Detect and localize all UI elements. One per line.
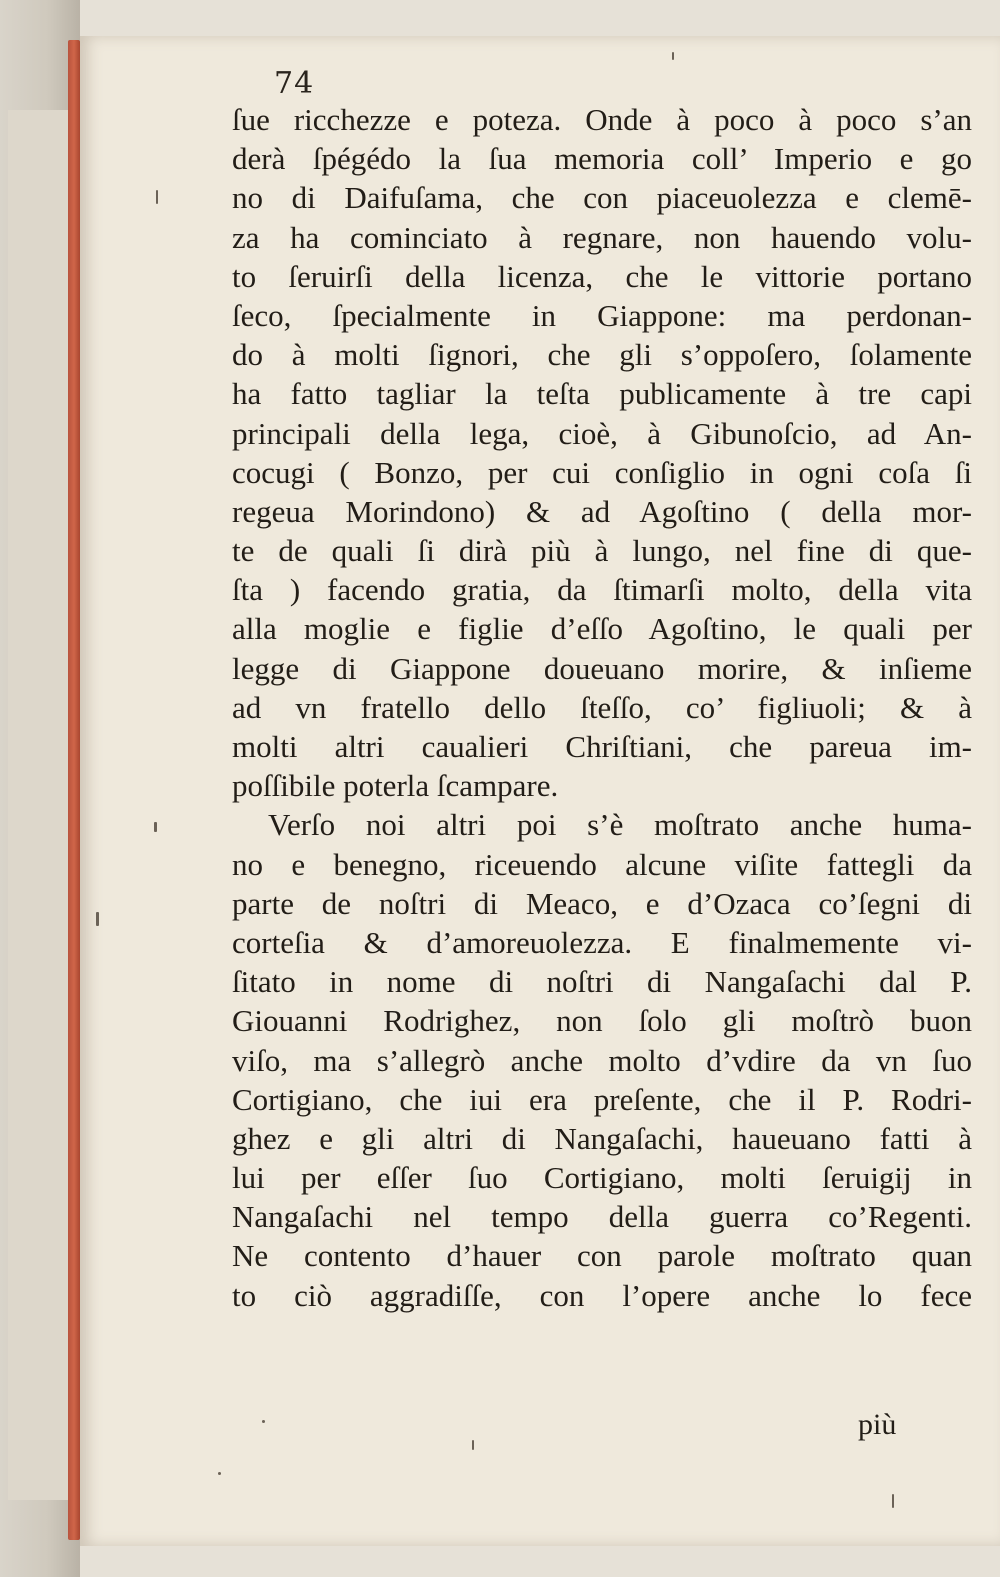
text-line: ad vn fratello dello ſteſſo, co’ figliuoli; & à (232, 689, 972, 725)
paper-speck (218, 1472, 221, 1475)
paper-speck (262, 1420, 265, 1423)
text-line: alla moglie e figlie d’eſſo Agoſtino, le quali per (232, 611, 972, 647)
text-line: ſitato in nome di noſtri di Nangaſachi dal P. (232, 964, 972, 1000)
text-line: ghez e gli altri di Nangaſachi, haueuano fatti à (232, 1120, 972, 1156)
paper-speck (472, 1440, 474, 1450)
text-line: corteſia & d’amoreuolezza. E finalmemente vi- (232, 924, 972, 960)
text-line: ſta ) facendo gratia, da ſtimarſi molto, della vita (232, 572, 972, 608)
paragraph-start-line: Verſo noi altri poi s’è moſtrato anche huma- (268, 807, 972, 843)
text-line: legge di Giappone doueuano morire, & inſieme (232, 650, 972, 686)
text-line: no di Daifuſama, che con piaceuolezza e clemē- (232, 180, 972, 216)
text-line: parte de noſtri di Meaco, e d’Ozaca co’ſegni di (232, 885, 972, 921)
body-text (232, 100, 972, 1315)
text-line: viſo, ma s’allegrò anche molto d’vdire da vn ſuo (232, 1042, 972, 1078)
text-line: principali della lega, cioè, à Gibunoſcio, ad An- (232, 415, 972, 451)
text-line: Giouanni Rodrighez, non ſolo gli moſtrò buon (232, 1003, 972, 1039)
text-line: Cortigiano, che iui era preſente, che il P. Rodri- (232, 1081, 972, 1117)
text-line: to ciò aggradiſſe, con l’opere anche lo fece (232, 1277, 972, 1313)
text-line: regeua Morindono) & ad Agoſtino ( della mor- (232, 493, 972, 529)
paper-speck (892, 1494, 894, 1508)
red-page-edges (68, 40, 80, 1540)
catchword: più (858, 1408, 897, 1441)
text-line: cocugi ( Bonzo, per cui conſiglio in ogni coſa ſi (232, 454, 972, 490)
text-line: molti altri caualieri Chriſtiani, che pareua im- (232, 729, 972, 764)
text-line: derà ſpégédo la ſua memoria coll’ Imperio e go (232, 141, 972, 177)
text-line: lui per eſſer ſuo Cortigiano, molti ſeruigij in (232, 1160, 972, 1196)
text-line: ha fatto tagliar la teſta publicamente à tre capi (232, 376, 972, 412)
text-line: te de quali ſi dirà più à lungo, nel fine di que- (232, 533, 972, 569)
paper-speck (96, 912, 99, 926)
text-line: poſſibile poterla ſcampare. (232, 768, 559, 804)
text-line: to ſeruirſi della licenza, che le vittorie portano (232, 258, 972, 294)
text-line: no e benegno, riceuendo alcune viſite fattegli da (232, 846, 972, 882)
paper-speck (156, 190, 158, 204)
text-line: do à molti ſignori, che gli s’oppoſero, ſolamente (232, 337, 972, 373)
text-line: ſue ricchezze e poteza. Onde à poco à poco s’an (232, 102, 972, 137)
page-number: 74 (274, 66, 315, 101)
text-line: Ne contento d’hauer con parole moſtrato quan (232, 1238, 972, 1274)
text-line: Nangaſachi nel tempo della guerra co’Regenti. (232, 1199, 972, 1235)
paper-speck (672, 52, 674, 60)
paper-speck (154, 822, 157, 832)
text-line: ſeco, ſpecialmente in Giappone: ma perdonan- (232, 297, 972, 333)
text-line: za ha cominciato à regnare, non hauendo volu- (232, 219, 972, 255)
